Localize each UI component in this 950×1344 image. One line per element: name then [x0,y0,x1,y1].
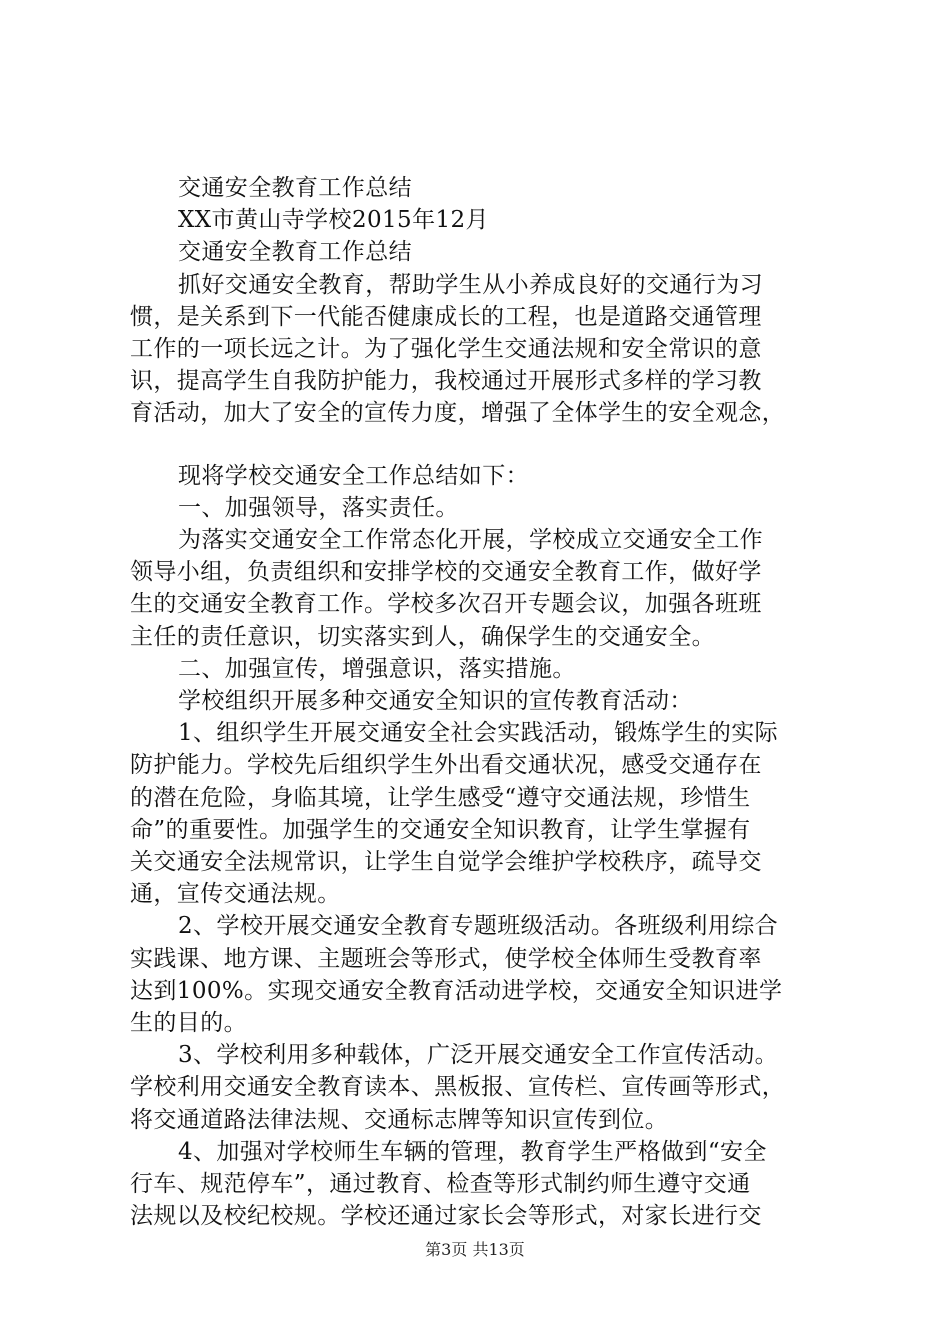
text-line: 现将学校交通安全工作总结如下： [178,462,529,489]
doc-author-date: XX市黄山寺学校2015年12月 [178,207,489,234]
text-line: 二、加强宣传，增强意识，落实措施。 [178,655,576,682]
text-line: 惯，是关系到下一代能否健康成长的工程，也是道路交通管理 [130,303,762,330]
doc-subtitle: 交通安全教育工作总结 [178,239,412,266]
text-line: 将交通道路法律法规、交通标志牌等知识宣传到位。 [130,1106,669,1133]
text-line: 主任的责任意识，切实落实到人，确保学生的交通安全。 [130,623,715,650]
text-line: 命”的重要性。加强学生的交通安全知识教育，让学生掌握有 [130,816,751,843]
text-line: 2、学校开展交通安全教育专题班级活动。各班级利用综合 [178,913,779,940]
text-line: 工作的一项长远之计。为了强化学生交通法规和安全常识的意 [130,336,762,363]
document-body [130,172,832,1233]
text-line: 为落实交通安全工作常态化开展，学校成立交通安全工作 [178,527,763,554]
text-line: 识，提高学生自我防护能力，我校通过开展形式多样的学习教 [130,368,762,395]
text-line: 学校利用交通安全教育读本、黑板报、宣传栏、宣传画等形式， [130,1074,786,1101]
text-line: 实践课、地方课、主题班会等形式，使学校全体师生受教育率 [130,945,762,972]
text-line: 的潜在危险，身临其境，让学生感受“遵守交通法规，珍惜生 [130,784,751,811]
text-line: 抓好交通安全教育，帮助学生从小养成良好的交通行为习 [178,271,763,298]
text-line: 法规以及校纪校规。学校还通过家长会等形式，对家长进行交 [130,1203,762,1230]
text-line: 防护能力。学校先后组织学生外出看交通状况，感受交通存在 [130,752,762,779]
intro-paragraph [130,269,832,430]
page-footer: 第3页 共13页 [425,1240,525,1259]
text-line: 领导小组，负责组织和安排学校的交通安全教育工作，做好学 [130,559,762,586]
text-line: 一、加强领导，落实责任。 [178,494,459,521]
text-line: 3、学校利用多种载体，广泛开展交通安全工作宣传活动。 [178,1042,779,1069]
doc-title: 交通安全教育工作总结 [178,175,412,201]
text-line: 达到100%。实现交通安全教育活动进学校，交通安全知识进学 [130,977,783,1004]
text-line: 1、组织学生开展交通安全社会实践活动，锻炼学生的实际 [178,720,779,747]
text-line: 学校组织开展多种交通安全知识的宣传教育活动： [178,688,693,715]
paragraph-gap [130,430,832,460]
text-line: 行车、规范停车”，通过教育、检查等形式制约师生遵守交通 [130,1171,751,1198]
text-line: 生的目的。 [130,1010,247,1037]
text-line: 4、加强对学校师生车辆的管理，教育学生严格做到“安全 [178,1138,767,1165]
text-line: 生的交通安全教育工作。学校多次召开专题会议，加强各班班 [130,591,762,618]
body-paragraphs [130,460,832,1233]
text-line: 通，宣传交通法规。 [130,881,341,908]
text-line: 关交通安全法规常识，让学生自觉学会维护学校秩序，疏导交 [130,849,762,876]
text-line: 育活动，加大了安全的宣传力度，增强了全体学生的安全观念， [130,400,786,427]
